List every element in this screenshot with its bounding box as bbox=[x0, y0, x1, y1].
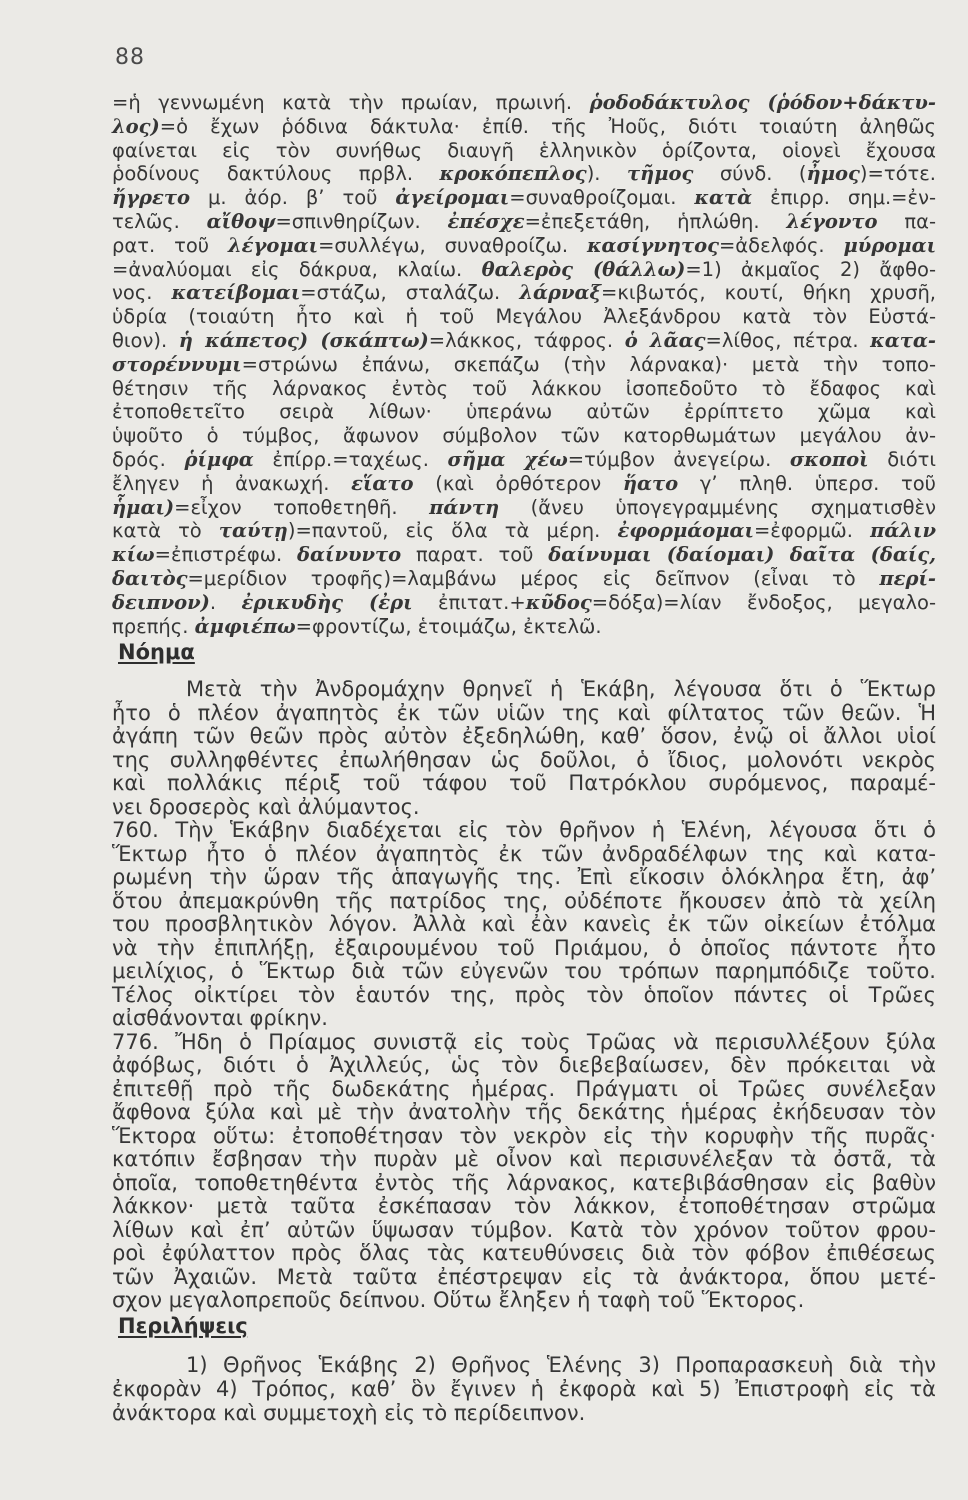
glossary-headword: ἐπέσχε bbox=[447, 209, 525, 233]
commentary-line: Ἕκτορα οὕτω: ἐτοποθέτησαν τὸν νεκρὸν εἰς τὴν κορυφὴν τῆς πυρᾶς· bbox=[112, 1123, 936, 1148]
glossary-line bbox=[112, 519, 936, 543]
glossary-gloss: πρεπής. bbox=[112, 614, 195, 638]
commentary-line: ὁποῖα, τοποθετηθέντα ἐντὸς τῆς λάρνακος, κατεβιβάσθησαν εἰς βαθὺν bbox=[112, 1170, 936, 1195]
glossary-headword: ἀγείρομαι bbox=[395, 186, 510, 210]
glossary-gloss: ὑψοῦτο ὁ τύμβος, ἄφωνον σύμβολον τῶν κατορθωμάτων μεγάλου ἀν- bbox=[112, 424, 936, 448]
glossary-gloss: =ὁ ἔχων ῥόδινα δάκτυλα· ἐπίθ. τῆς Ἠοῦς, διότι τοιαύτη ἀληθῶς bbox=[159, 114, 936, 138]
glossary-headword: δαίνυμαι (δαίομαι) δαῖτα (δαίς, bbox=[548, 543, 936, 567]
glossary-line bbox=[112, 353, 936, 377]
glossary-gloss: (ἄνευ ὑπογεγραμμένης σχηματισθὲν bbox=[499, 495, 936, 519]
glossary-headword: δαίνυντο bbox=[297, 543, 402, 567]
glossary-headword: ἦμος bbox=[806, 162, 860, 186]
glossary-line bbox=[112, 281, 936, 305]
glossary-gloss: =ἐφορμῶ. bbox=[753, 519, 871, 543]
commentary-line: ἄφθονα ξύλα καὶ μὲ τὴν ἀνατολὴν τῆς δεκάτης ἡμέρας ἐκήδευσαν τὸν bbox=[112, 1100, 936, 1124]
glossary-gloss: =κιβωτός, κουτί, θήκη χρυσῆ, bbox=[601, 281, 937, 305]
glossary-gloss: =μερίδιον τροφῆς)=λαμβάνω μέρος εἰς δεῖπνον (εἶναι τὸ bbox=[187, 566, 880, 590]
glossary-headword: λέγομαι bbox=[227, 233, 319, 257]
glossary-headword: λάρναξ bbox=[519, 281, 602, 305]
glossary-line bbox=[112, 139, 936, 163]
commentary-paragraph bbox=[112, 1031, 936, 1313]
glossary-gloss: σύνδ. ( bbox=[693, 162, 807, 186]
commentary-line: του προσβλητικὸν λόγον. Ἀλλὰ καὶ ἐὰν κανεὶς ἐκ τῶν οἰκείων ἐτόλμα bbox=[112, 912, 936, 936]
glossary-gloss: =ἐπιστρέφω. bbox=[154, 543, 298, 567]
commentary-line: νει δροσερὸς καὶ ἀλύμαντος. bbox=[112, 794, 420, 819]
glossary-gloss: μ. ἀόρ. β’ τοῦ bbox=[190, 186, 396, 210]
glossary-headword: ταύτῃ bbox=[218, 519, 288, 543]
glossary-headword: εἵατο bbox=[351, 471, 414, 495]
commentary-line: 776. Ἤδη ὁ Πρίαμος συνιστᾷ εἰς τοὺς Τρῶας νὰ περισυλλέξουν ξύλα bbox=[112, 1029, 936, 1054]
glossary-headword: θαλερὸς (θάλλω) bbox=[481, 257, 686, 281]
commentary-line: λίθων καὶ ἐπ’ αὐτῶν ὕψωσαν τύμβον. Κατὰ τὸν χρόνον τοῦτον φρου- bbox=[112, 1217, 936, 1242]
glossary-gloss: )=παντοῦ, εἰς ὅλα τὰ μέρη. bbox=[287, 519, 618, 543]
glossary-headword: σῆμα χέω bbox=[447, 447, 568, 471]
page-number: 88 bbox=[115, 45, 145, 70]
glossary-gloss: =ἐπεξετάθη, ἡπλώθη. bbox=[524, 209, 787, 233]
glossary-gloss: =δόξα)=λίαν ἔνδοξος, μεγαλο- bbox=[591, 590, 937, 614]
glossary-gloss: =συλλέγω, συναθροίζω. bbox=[318, 233, 587, 257]
glossary-headword: σκοποὶ bbox=[789, 447, 869, 471]
glossary-line bbox=[112, 591, 936, 615]
glossary-gloss: (καὶ ὀρθότερον bbox=[413, 471, 623, 495]
glossary-line bbox=[112, 472, 936, 496]
summary-block bbox=[112, 1353, 936, 1425]
glossary-headword: αἴθοψ bbox=[206, 209, 276, 233]
glossary-line bbox=[112, 305, 936, 329]
glossary-headword: ἀμφιέπω bbox=[194, 614, 296, 638]
glossary-gloss: ἐπιτατ.+ bbox=[412, 590, 526, 614]
glossary-headword: λέγοντο bbox=[786, 209, 878, 233]
glossary-gloss: ). bbox=[586, 162, 627, 186]
glossary-gloss: κατὰ τὸ bbox=[112, 519, 219, 543]
glossary-headword: περί- bbox=[879, 566, 936, 590]
commentary-line: λάκκον· μετὰ ταῦτα ἐσκέπασαν τὸν λάκκον, ἐτοποθέτησαν στρῶμα bbox=[112, 1194, 936, 1218]
glossary-line bbox=[112, 400, 936, 424]
commentary-line: της συλληφθέντες ἐπωλήθησαν ὡς δοῦλοι, ὁ ἴδιος, μολονότι νεκρὸς bbox=[112, 747, 936, 772]
commentary-paragraph bbox=[112, 678, 936, 819]
glossary-headword: κασίγνητος bbox=[586, 233, 719, 257]
glossary-gloss: =ἡ γεννωμένη κατὰ τὴν πρωίαν, πρωινή. bbox=[112, 91, 590, 114]
glossary-headword: κίω bbox=[112, 543, 155, 567]
glossary-gloss: =στρώνω ἐπάνω, σκεπάζω (τὴν λάρνακα)· μετὰ τὴν τοπο- bbox=[241, 352, 936, 376]
glossary-gloss: ἐτοποθετεῖτο σειρὰ λίθων· ὑπεράνω αὐτῶν ἐρρίπτετο χῶμα καὶ bbox=[112, 400, 936, 424]
glossary-gloss: ἐπιρρ. σημ.=ἐν- bbox=[752, 186, 936, 210]
glossary-gloss: δρός. bbox=[112, 447, 185, 471]
glossary-gloss: =1) ἀκμαῖος 2) ἄφθο- bbox=[685, 257, 936, 281]
glossary-gloss: =σπινθηρίζων. bbox=[275, 209, 448, 233]
commentary-line: ὅτου ἀπεμακρύνθη τῆς πατρίδος της, οὐδέποτε ἤκουσεν ἀπὸ τὰ χείλη bbox=[112, 888, 936, 913]
glossary-headword: ῥοδοδάκτυλος (ῥόδον+δάκτυ- bbox=[589, 91, 937, 114]
glossary-line bbox=[112, 234, 936, 258]
glossary-line bbox=[112, 543, 936, 567]
commentary-line: κατόπιν ἔσβησαν τὴν πυρὰν μὲ οἶνον καὶ περισυνέλεξαν τὰ ὀστᾶ, τὰ bbox=[112, 1147, 936, 1171]
commentary-line: ἀγάπη τῶν θεῶν πρὸς αὐτὸν ἐξεδηλώθη, καθ’ ὅσον, ἐνῷ οἱ ἄλλοι υἱοί bbox=[112, 724, 936, 748]
glossary-headword: κατείβομαι bbox=[171, 281, 301, 305]
glossary-gloss: θέτησιν τῆς λάρνακος ἐντὸς τοῦ λάκκου ἰσοπεδοῦτο τὸ ἔδαφος καὶ bbox=[112, 376, 936, 400]
glossary-gloss: =συναθροίζομαι. bbox=[509, 186, 695, 210]
glossary-headword: ἐρικυδὴς (ἐρι bbox=[241, 590, 413, 614]
glossary-block bbox=[112, 91, 936, 638]
commentary-line: καὶ πολλάκις πέριξ τοῦ τάφου τοῦ Πατρόκλου συρόμενος, παραμέ- bbox=[112, 771, 936, 795]
commentary-line: ρωμένη τὴν ὥραν τῆς ἁπαγωγῆς της. Ἐπὶ εἴκοσιν ὁλόκληρα ἔτη, ἀφ’ bbox=[112, 865, 936, 889]
commentary-line: ἀφόβως, διότι ὁ Ἀχιλλεύς, ὡς τὸν διεβεβαίωσεν, δὲν πρόκειται νὰ bbox=[112, 1053, 936, 1077]
commentary-line: ροὶ ἐφύλαττον πρὸς ὅλας τὰς κατευθύνσεις διὰ τὸν φόβον ἐπιθέσεως bbox=[112, 1241, 936, 1265]
glossary-line bbox=[112, 162, 936, 186]
glossary-headword: λος) bbox=[112, 114, 160, 138]
summary-line: ἀνάκτορα καὶ συμμετοχὴ εἰς τὸ περίδειπνον. bbox=[112, 1401, 586, 1425]
glossary-gloss: =φροντίζω, ἑτοιμάζω, ἐκτελῶ. bbox=[295, 614, 602, 638]
glossary-gloss: τελῶς. bbox=[112, 209, 207, 233]
commentary-line: σχον μεγαλοπρεποῦς δείπνου. Οὕτω ἔληξεν ἡ ταφὴ τοῦ Ἕκτορος. bbox=[112, 1288, 805, 1312]
glossary-headword: μύρομαι bbox=[843, 233, 937, 257]
glossary-gloss: παρατ. τοῦ bbox=[401, 543, 549, 567]
commentary-line: μειλίχιος, ὁ Ἕκτωρ διὰ τῶν εὐγενῶν του τρόπων παρημπόδιζε τοῦτο. bbox=[112, 959, 936, 983]
glossary-gloss: . bbox=[209, 590, 242, 614]
summary-line: ἐκφορὰν 4) Τρόπος, καθ’ ὃν ἔγινεν ἡ ἐκφορὰ καὶ 5) Ἐπιστροφὴ εἰς τὰ bbox=[112, 1377, 936, 1401]
glossary-headword: ἥατο bbox=[622, 471, 679, 495]
commentary-paragraph bbox=[112, 819, 936, 1031]
glossary-gloss: =ἀδελφός. bbox=[718, 233, 844, 257]
glossary-line bbox=[112, 424, 936, 448]
glossary-headword: κατὰ bbox=[694, 186, 753, 210]
glossary-gloss: =εἶχον τοποθετηθῆ. bbox=[174, 495, 430, 519]
glossary-line bbox=[112, 567, 936, 591]
glossary-gloss: πα- bbox=[877, 209, 936, 233]
glossary-line bbox=[112, 186, 936, 210]
commentary-line: ἐπιτεθῇ πρὸ τῆς δωδεκάτης ἡμέρας. Πράγματι οἱ Τρῶες συνέλεξαν bbox=[112, 1076, 936, 1101]
glossary-headword: ἡ κάπετος) (σκάπτω) bbox=[178, 328, 429, 352]
glossary-line bbox=[112, 615, 936, 639]
glossary-headword: κροκόπεπλος bbox=[439, 162, 587, 186]
commentary-block bbox=[112, 678, 936, 1313]
glossary-gloss: γ’ πληθ. ὑπερσ. τοῦ bbox=[678, 471, 936, 495]
glossary-line bbox=[112, 115, 936, 139]
glossary-line bbox=[112, 91, 936, 115]
section-heading-perilipseis: Περιλήψεις bbox=[118, 1314, 248, 1338]
glossary-gloss: ἐπίρρ.=ταχέως. bbox=[253, 447, 448, 471]
glossary-gloss: =λάκκος, τάφρος. bbox=[428, 328, 625, 352]
glossary-gloss: =ἀναλύομαι εἰς δάκρυα, κλαίω. bbox=[112, 257, 482, 281]
glossary-gloss: διότι bbox=[868, 447, 936, 471]
commentary-line: αἰσθάνονται φρίκην. bbox=[112, 1006, 328, 1030]
glossary-headword: ἧμαι) bbox=[112, 495, 175, 519]
glossary-headword: πάλιν bbox=[870, 519, 936, 543]
glossary-gloss: )=τότε. bbox=[859, 162, 936, 186]
glossary-line bbox=[112, 258, 936, 282]
glossary-gloss: νος. bbox=[112, 281, 172, 305]
glossary-headword: στορέννυμι bbox=[112, 352, 242, 376]
glossary-gloss: =στάζω, σταλάζω. bbox=[300, 281, 520, 305]
glossary-headword: τῆμος bbox=[626, 162, 694, 186]
glossary-line bbox=[112, 329, 936, 353]
glossary-headword: δειπνον) bbox=[112, 590, 210, 614]
glossary-gloss: ῥοδίνους δακτύλους πρβλ. bbox=[112, 162, 440, 186]
glossary-line bbox=[112, 448, 936, 472]
glossary-gloss: ρατ. τοῦ bbox=[112, 233, 228, 257]
glossary-line bbox=[112, 210, 936, 234]
section-heading-noima: Νόημα bbox=[118, 640, 195, 664]
glossary-line bbox=[112, 377, 936, 401]
commentary-line: Τέλος οἰκτίρει τὸν ἑαυτόν της, πρὸς τὸν ὁποῖον πάντες οἱ Τρῶες bbox=[112, 982, 936, 1007]
commentary-line: 760. Τὴν Ἑκάβην διαδέχεται εἰς τὸν θρῆνον ἡ Ἑλένη, λέγουσα ὅτι ὁ bbox=[112, 818, 936, 842]
glossary-gloss: ἔληγεν ἡ ἀνακωχή. bbox=[112, 471, 352, 495]
summary-line: 1) Θρῆνος Ἑκάβης 2) Θρῆνος Ἑλένης 3) Προπαρασκευὴ διὰ τὴν bbox=[186, 1353, 936, 1377]
glossary-headword: δαιτὸς bbox=[112, 566, 188, 590]
glossary-line bbox=[112, 496, 936, 520]
commentary-line: ἦτο ὁ πλέον ἀγαπητὸς ἐκ τῶν υἱῶν της καὶ φίλτατος τῶν θεῶν. Ἡ bbox=[112, 700, 936, 725]
glossary-gloss: =λίθος, πέτρα. bbox=[705, 328, 871, 352]
commentary-line: νὰ τὴν ἐπιπλήξῃ, ἐξαιρουμένου τοῦ Πριάμου, ὁ ὁποῖος πάντοτε ἦτο bbox=[112, 935, 936, 960]
commentary-line: τῶν Ἀχαιῶν. Μετὰ ταῦτα ἐπέστρεψαν εἰς τὰ ἀνάκτορα, ὅπου μετέ- bbox=[112, 1264, 936, 1289]
commentary-line: Ἕκτωρ ἦτο ὁ πλέον ἀγαπητὸς ἐκ τῶν ἀνδραδέλφων της καὶ κατα- bbox=[112, 841, 936, 866]
glossary-headword: ὁ λᾶας bbox=[624, 328, 706, 352]
glossary-gloss: ὑδρία (τοιαύτη ἦτο καὶ ἡ τοῦ Μεγάλου Ἀλεξάνδρου κατὰ τὸν Εὐστά- bbox=[112, 305, 936, 329]
glossary-headword: κατα- bbox=[870, 328, 936, 352]
glossary-headword: πάντη bbox=[429, 495, 500, 519]
glossary-gloss: =τύμβον ἀνεγείρω. bbox=[567, 447, 790, 471]
glossary-headword: ἐφορμάομαι bbox=[617, 519, 754, 543]
glossary-headword: ῥίμφα bbox=[184, 447, 254, 471]
commentary-line: Μετὰ τὴν Ἀνδρομάχην θρηνεῖ ἡ Ἑκάβη, λέγουσα ὅτι ὁ Ἕκτωρ bbox=[186, 677, 936, 701]
glossary-gloss: θιον). bbox=[112, 328, 179, 352]
glossary-headword: κῦδος bbox=[525, 590, 592, 614]
glossary-headword: ἤγρετο bbox=[112, 186, 190, 210]
glossary-gloss: φαίνεται εἰς τὸν συνήθως διαυγῆ ἑλληνικὸν ὁρίζοντα, οἱονεὶ ἔχουσα bbox=[112, 138, 936, 162]
